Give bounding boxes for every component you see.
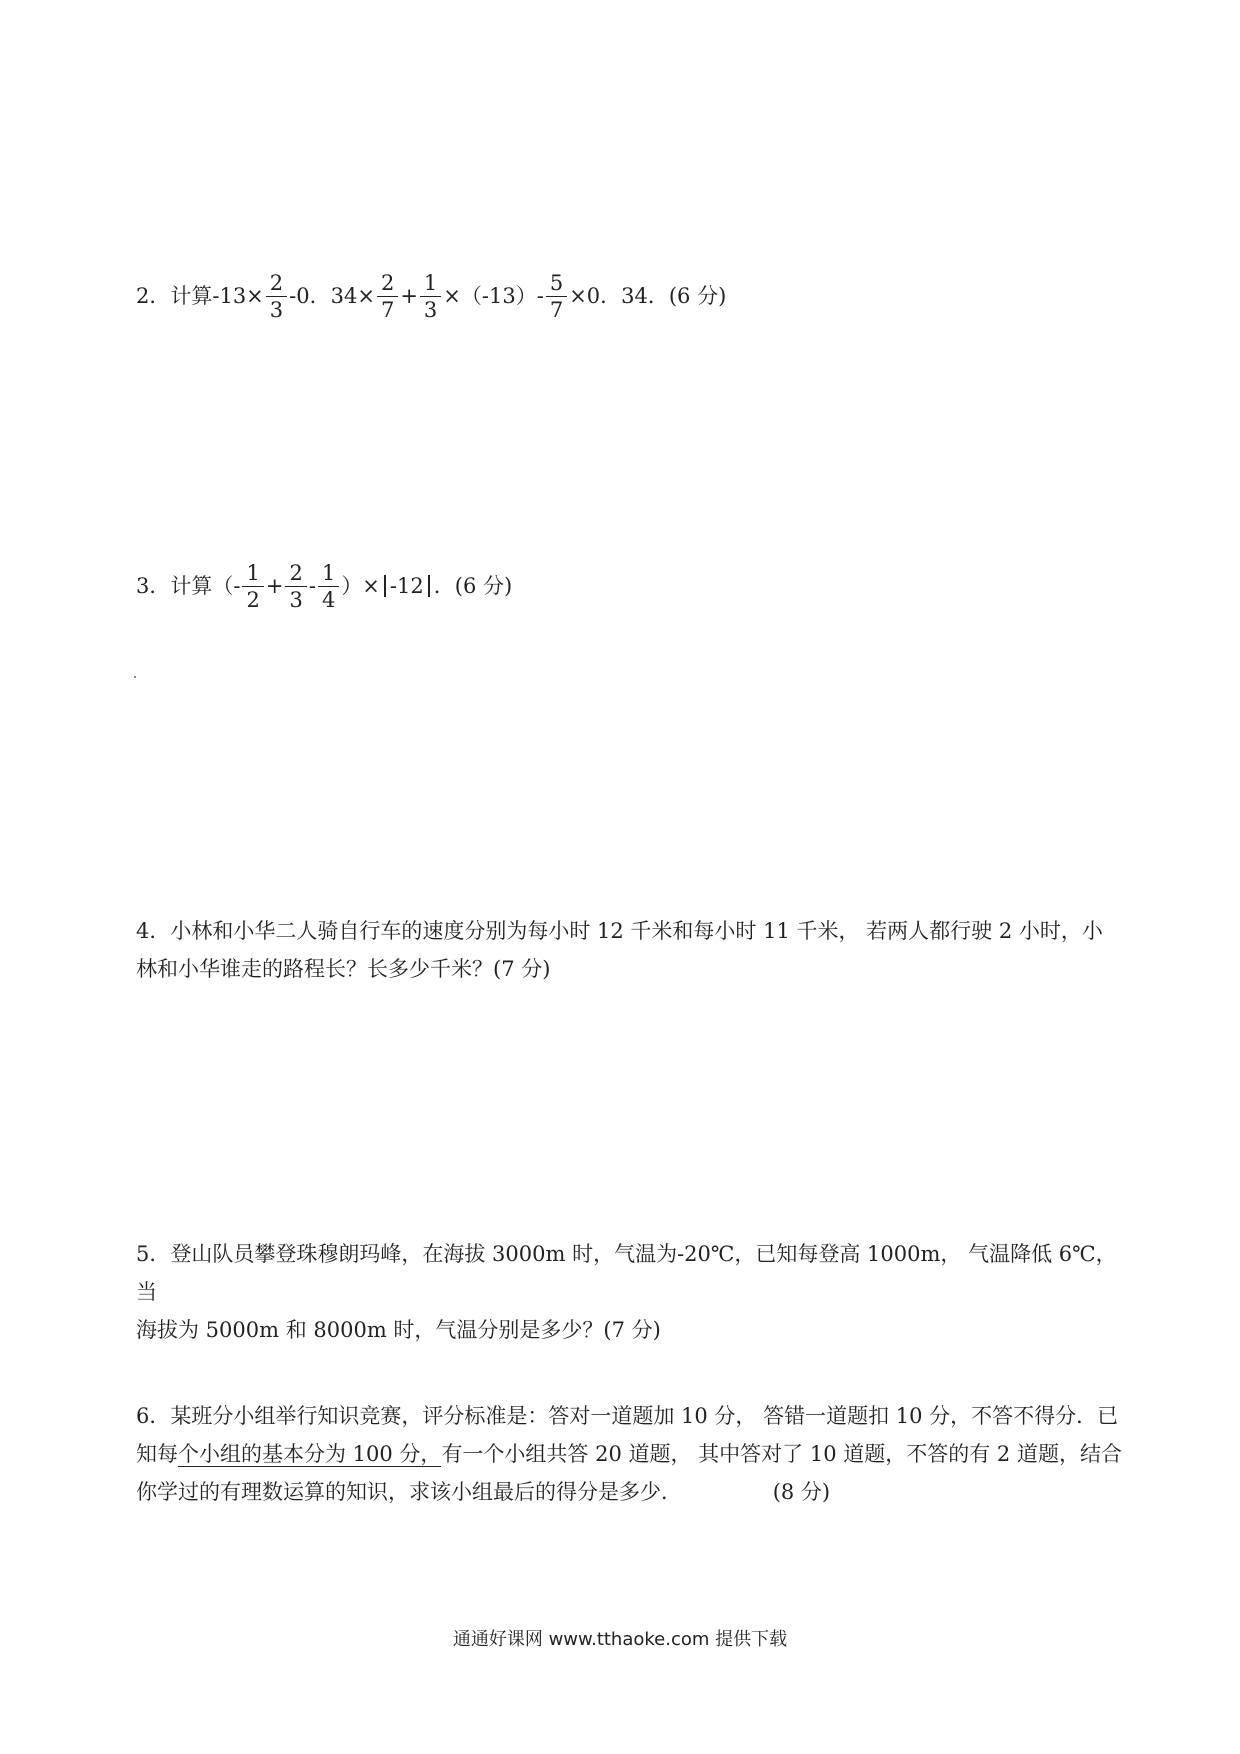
stray-mark — [134, 676, 136, 678]
q6-underlined-text: 个小组的基本分为 100 分， — [178, 1442, 442, 1466]
q2-fraction-1: $\frac{2}{3}$ — [266, 270, 287, 323]
q6-score: (8 分) — [772, 1480, 831, 1504]
q2-term-3: ×（-13）- — [443, 284, 544, 308]
q3-abs-value: -12 — [389, 574, 424, 598]
q5-line-1: 5．登山队员攀登珠穆朗玛峰，在海拔 3000m 时，气温为-20℃，已知每登高 1000m， 气温降低 6℃，当 — [136, 1242, 1117, 1304]
q6-line-2 — [136, 1435, 1128, 1473]
question-4 — [136, 912, 1128, 988]
q6-line-1: 6．某班分小组举行知识竞赛，评分标准是：答对一道题加 10 分， 答错一道题扣 10 分，不答不得分．已 — [136, 1404, 1119, 1428]
q3-term-1: + — [265, 574, 284, 598]
q2-term-2: + — [400, 284, 418, 308]
q2-fraction-3: $\frac{1}{3}$ — [420, 270, 441, 323]
q3-fraction-2: $\frac{2}{3}$ — [285, 560, 306, 613]
q3-fraction-1: $\frac{1}{2}$ — [242, 560, 263, 613]
question-5 — [136, 1235, 1128, 1349]
q3-term-2: - — [308, 574, 316, 598]
q3-term-3: ）× — [341, 574, 380, 598]
footer-text: 通通好课网 www.tthaoke.com 提供下载 — [452, 1629, 788, 1650]
q2-fraction-4: $\frac{5}{7}$ — [546, 270, 567, 323]
q6-line-2-pre: 知每 — [136, 1442, 178, 1466]
q6-line-2-post: 有一个小组共答 20 道题， 其中答对了 10 道题，不答的有 2 道题，结合 — [441, 1442, 1122, 1466]
q3-fraction-3: $\frac{1}{4}$ — [318, 560, 339, 613]
q3-prefix: 3．计算（- — [136, 574, 241, 598]
q2-fraction-2: $\frac{2}{7}$ — [377, 270, 398, 323]
q5-line-2: 海拔为 5000m 和 8000m 时，气温分别是多少？(7 分) — [136, 1318, 661, 1342]
question-6 — [136, 1397, 1128, 1511]
q4-line-2: 林和小华谁走的路程长？长多少千米？(7 分) — [136, 957, 551, 981]
q2-prefix: 2．计算-13× — [136, 284, 264, 308]
q2-term-1: -0．34× — [289, 284, 375, 308]
q2-term-4: ×0．34．(6 分) — [569, 284, 727, 308]
abs-bar-left — [384, 575, 386, 597]
question-2 — [136, 246, 726, 346]
q4-line-1: 4．小林和小华二人骑自行车的速度分别为每小时 12 千米和每小时 11 千米， 若两人都行驶 2 小时，小 — [136, 919, 1103, 943]
q3-term-4: ．(6 分) — [433, 574, 513, 598]
q6-line-3 — [136, 1473, 1128, 1511]
abs-bar-right — [428, 575, 430, 597]
q6-line-3-text: 你学过的有理数运算的知识，求该小组最后的得分是多少． — [136, 1480, 682, 1504]
question-3 — [136, 536, 512, 636]
